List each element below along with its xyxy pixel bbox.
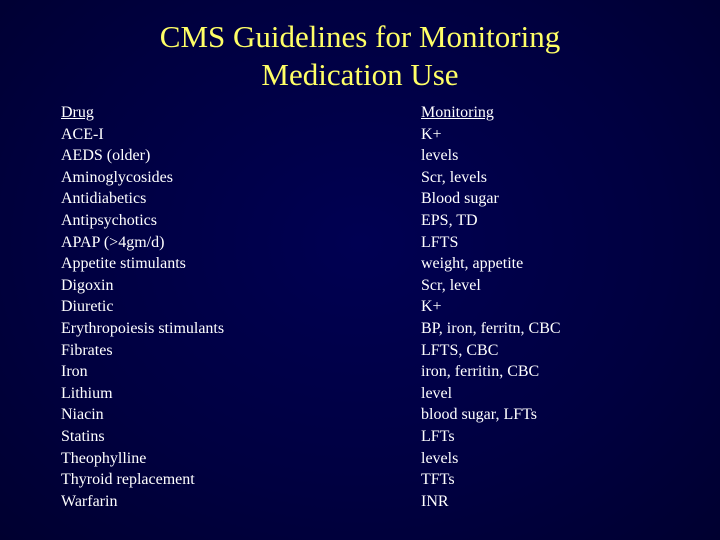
drug-item: Fibrates xyxy=(61,341,113,359)
monitoring-item: K+ xyxy=(421,125,442,143)
drug-item: Statins xyxy=(61,427,105,445)
drug-item: ACE-I xyxy=(61,125,104,143)
drug-item: AEDS (older) xyxy=(61,147,151,165)
monitoring-item: Scr, levels xyxy=(421,168,488,186)
monitoring-item: Blood sugar xyxy=(421,190,499,208)
monitoring-item: LFTS, CBC xyxy=(421,341,499,359)
drug-item: Thyroid replacement xyxy=(61,471,195,489)
monitoring-item: LFTS xyxy=(421,233,459,251)
monitoring-item: levels xyxy=(421,147,459,165)
monitoring-item: BP, iron, ferritn, CBC xyxy=(421,319,561,337)
slide-title-line-1: CMS Guidelines for Monitoring xyxy=(159,19,561,54)
drug-column-header: Drug xyxy=(61,104,94,121)
monitoring-item: levels xyxy=(421,449,459,467)
drug-item: Digoxin xyxy=(61,276,114,294)
monitoring-item: iron, ferritin, CBC xyxy=(421,363,540,381)
monitoring-column-header: Monitoring xyxy=(421,104,494,121)
drug-item: Diuretic xyxy=(61,298,114,316)
slide-title-line-2: Medication Use xyxy=(261,57,459,92)
monitoring-item: blood sugar, LFTs xyxy=(421,406,538,424)
monitoring-item: K+ xyxy=(421,298,442,316)
monitoring-column xyxy=(421,102,561,512)
monitoring-item: EPS, TD xyxy=(421,211,478,229)
drug-item: Erythropoiesis stimulants xyxy=(61,319,225,337)
drug-item: Antidiabetics xyxy=(61,190,147,208)
drug-item: Aminoglycosides xyxy=(61,168,173,186)
slide-title xyxy=(0,18,720,94)
monitoring-item: weight, appetite xyxy=(421,255,524,273)
drug-item: APAP (>4gm/d) xyxy=(61,233,165,251)
drug-item: Lithium xyxy=(61,384,113,402)
drug-item: Appetite stimulants xyxy=(61,255,186,273)
drug-column xyxy=(61,102,224,512)
monitoring-item: LFTs xyxy=(421,427,455,445)
monitoring-item: level xyxy=(421,384,453,402)
drug-item: Iron xyxy=(61,363,88,381)
monitoring-item: TFTs xyxy=(421,471,455,489)
drug-item: Theophylline xyxy=(61,449,147,467)
monitoring-item: Scr, level xyxy=(421,276,481,294)
drug-item: Niacin xyxy=(61,406,104,424)
monitoring-item: INR xyxy=(421,492,449,510)
drug-item: Antipsychotics xyxy=(61,211,157,229)
drug-item: Warfarin xyxy=(61,492,118,510)
